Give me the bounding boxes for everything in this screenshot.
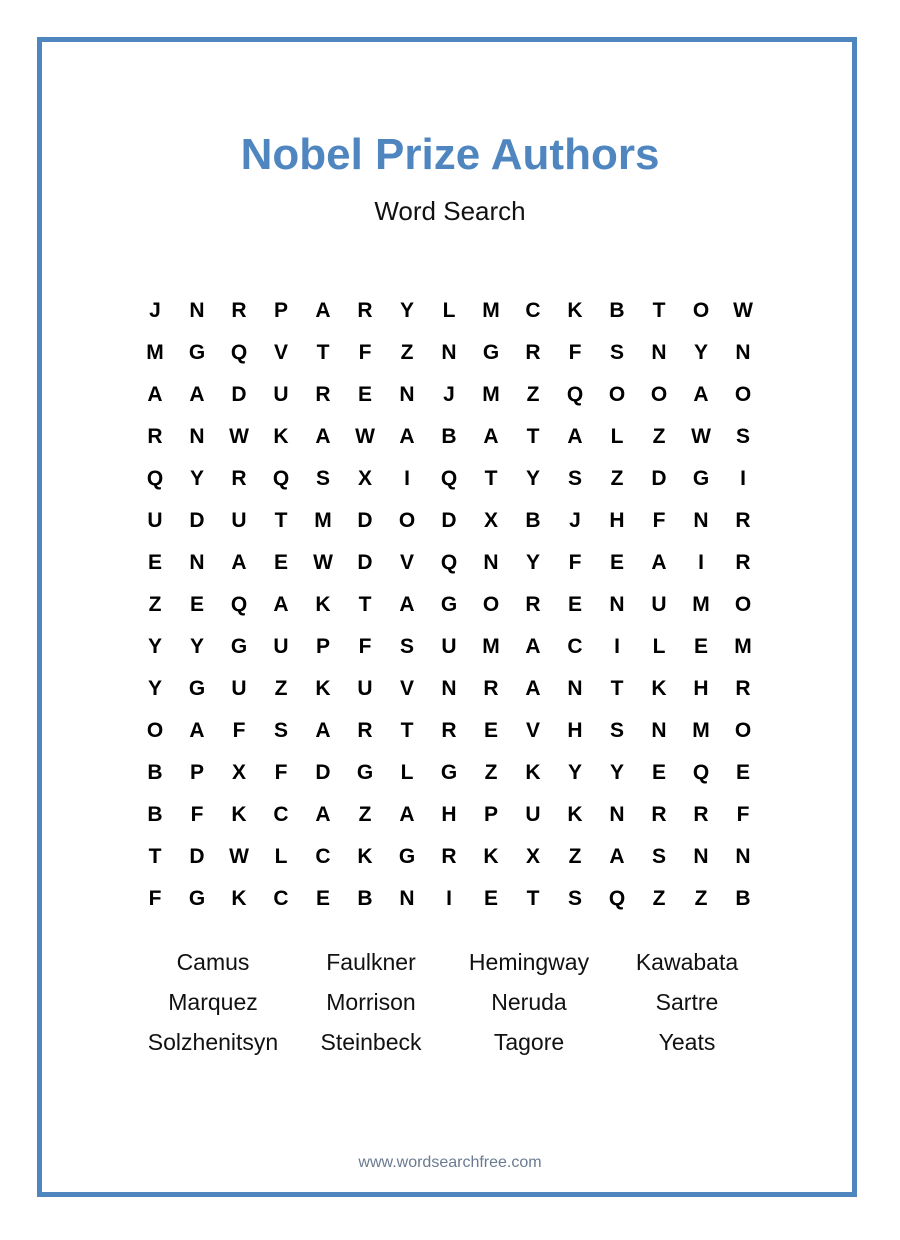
grid-cell[interactable]: F [652, 509, 666, 532]
grid-cell[interactable]: G [356, 761, 374, 784]
grid-row [134, 332, 764, 374]
grid-cell[interactable]: K [315, 677, 331, 700]
grid-cell[interactable]: D [651, 467, 667, 490]
grid-cell[interactable]: N [441, 677, 457, 700]
grid-row [134, 500, 764, 542]
grid-cell[interactable]: G [692, 467, 710, 490]
page-title: Nobel Prize Authors [240, 130, 660, 179]
grid-cell[interactable]: V [273, 341, 288, 364]
grid-cell[interactable]: X [525, 845, 540, 868]
grid-cell[interactable]: K [357, 845, 373, 868]
grid-cell[interactable]: Q [566, 383, 584, 406]
grid-cell[interactable]: F [568, 341, 582, 364]
grid-cell[interactable]: I [614, 635, 620, 658]
grid-cell[interactable]: Y [567, 761, 582, 784]
grid-cell[interactable]: P [273, 299, 288, 322]
footer-url: www.wordsearchfree.com [358, 1154, 542, 1171]
grid-cell[interactable]: W [691, 425, 711, 448]
grid-cell[interactable]: R [441, 845, 457, 868]
grid-cell[interactable]: G [482, 341, 500, 364]
grid-cell[interactable]: A [567, 425, 583, 448]
grid-cell[interactable]: T [610, 677, 624, 700]
grid-cell[interactable]: V [399, 677, 414, 700]
grid-cell[interactable]: D [441, 509, 457, 532]
grid-cell[interactable]: G [440, 593, 458, 616]
grid-cell[interactable]: Q [692, 761, 710, 784]
grid-cell[interactable]: Q [272, 467, 290, 490]
grid-cell[interactable]: D [357, 551, 373, 574]
grid-cell[interactable]: E [609, 551, 624, 574]
word-list-item: Morrison [326, 989, 416, 1015]
grid-cell[interactable]: R [693, 803, 709, 826]
grid-cell[interactable]: Y [147, 635, 162, 658]
letter-grid [134, 290, 764, 920]
grid-row [134, 794, 764, 836]
grid-cell[interactable]: N [189, 551, 205, 574]
word-list-item: Faulkner [326, 949, 416, 975]
grid-cell[interactable]: U [357, 677, 373, 700]
grid-cell[interactable]: O [650, 383, 668, 406]
grid-cell[interactable]: U [525, 803, 541, 826]
grid-cell[interactable]: E [693, 635, 708, 658]
grid-cell[interactable]: B [147, 803, 163, 826]
grid-cell[interactable]: U [231, 509, 247, 532]
grid-cell[interactable]: O [608, 383, 626, 406]
grid-cell[interactable]: R [315, 383, 331, 406]
grid-cell[interactable]: G [230, 635, 248, 658]
grid-cell[interactable]: M [482, 635, 500, 658]
grid-cell[interactable]: M [734, 635, 752, 658]
grid-cell[interactable]: Y [189, 635, 204, 658]
grid-cell[interactable]: Y [693, 341, 708, 364]
grid-cell[interactable]: U [273, 635, 289, 658]
grid-cell[interactable]: K [231, 887, 247, 910]
grid-cell[interactable]: Z [274, 677, 288, 700]
grid-cell[interactable]: N [693, 845, 709, 868]
grid-cell[interactable]: T [652, 299, 666, 322]
grid-cell[interactable]: Z [694, 887, 708, 910]
grid-cell[interactable]: V [399, 551, 414, 574]
grid-cell[interactable]: I [698, 551, 704, 574]
grid-cell[interactable]: K [315, 593, 331, 616]
grid-cell[interactable]: C [525, 299, 541, 322]
grid-cell[interactable]: N [189, 425, 205, 448]
grid-cell[interactable]: A [231, 551, 247, 574]
grid-cell[interactable]: U [231, 677, 247, 700]
grid-cell[interactable]: S [315, 467, 330, 490]
grid-cell[interactable]: U [273, 383, 289, 406]
grid-cell[interactable]: L [652, 635, 666, 658]
grid-cell[interactable]: Z [652, 425, 666, 448]
grid-cell[interactable]: S [399, 635, 414, 658]
grid-cell[interactable]: T [526, 425, 540, 448]
grid-cell[interactable]: W [313, 551, 333, 574]
grid-cell[interactable]: S [567, 887, 582, 910]
grid-cell[interactable]: E [315, 887, 330, 910]
grid-cell[interactable]: L [610, 425, 624, 448]
grid-cell[interactable]: N [483, 551, 499, 574]
grid-cell[interactable]: O [734, 593, 752, 616]
grid-cell[interactable]: A [315, 425, 331, 448]
word-list-item: Camus [176, 949, 250, 975]
grid-cell[interactable]: J [569, 509, 581, 532]
grid-cell[interactable]: A [483, 425, 499, 448]
grid-cell[interactable]: Z [148, 593, 162, 616]
grid-cell[interactable]: A [315, 803, 331, 826]
grid-cell[interactable]: L [274, 845, 288, 868]
grid-cell[interactable]: N [189, 299, 205, 322]
grid-cell[interactable]: S [273, 719, 288, 742]
grid-cell[interactable]: A [525, 635, 541, 658]
grid-cell[interactable]: Y [189, 467, 204, 490]
grid-cell[interactable]: Z [358, 803, 372, 826]
grid-cell[interactable]: A [651, 551, 667, 574]
grid-cell[interactable]: A [693, 383, 709, 406]
grid-cell[interactable]: G [188, 887, 206, 910]
word-list-item: Marquez [168, 989, 258, 1015]
grid-cell[interactable]: M [482, 383, 500, 406]
grid-cell[interactable]: M [314, 509, 332, 532]
grid-row [134, 416, 764, 458]
grid-cell[interactable]: T [400, 719, 414, 742]
grid-cell[interactable]: L [442, 299, 456, 322]
grid-cell[interactable]: D [189, 509, 205, 532]
word-list-item: Solzhenitsyn [147, 1029, 279, 1055]
grid-row [134, 542, 764, 584]
grid-cell[interactable]: R [651, 803, 667, 826]
grid-cell[interactable]: B [609, 299, 625, 322]
grid-cell[interactable]: M [482, 299, 500, 322]
grid-cell[interactable]: F [190, 803, 204, 826]
grid-cell[interactable]: B [525, 509, 541, 532]
grid-cell[interactable]: H [567, 719, 583, 742]
grid-cell[interactable]: F [358, 341, 372, 364]
page-subtitle: Word Search [374, 196, 526, 226]
grid-cell[interactable]: Z [652, 887, 666, 910]
grid-cell[interactable]: S [567, 467, 582, 490]
grid-cell[interactable]: T [316, 341, 330, 364]
grid-cell[interactable]: V [525, 719, 540, 742]
grid-cell[interactable]: R [357, 299, 373, 322]
grid-cell[interactable]: U [441, 635, 457, 658]
grid-cell[interactable]: F [148, 887, 162, 910]
grid-cell[interactable]: E [357, 383, 372, 406]
grid-cell[interactable]: M [146, 341, 164, 364]
grid-cell[interactable]: N [651, 719, 667, 742]
grid-cell[interactable]: M [692, 593, 710, 616]
grid-cell[interactable]: R [231, 299, 247, 322]
grid-cell[interactable]: G [188, 341, 206, 364]
grid-cell[interactable]: I [740, 467, 746, 490]
grid-cell[interactable]: E [189, 593, 204, 616]
grid-cell[interactable]: N [399, 887, 415, 910]
grid-cell[interactable]: B [735, 887, 751, 910]
grid-cell[interactable]: L [400, 761, 414, 784]
grid-cell[interactable]: K [567, 299, 583, 322]
grid-cell[interactable]: O [734, 383, 752, 406]
grid-cell[interactable]: H [693, 677, 709, 700]
grid-cell[interactable]: Y [525, 551, 540, 574]
grid-cell[interactable]: R [525, 341, 541, 364]
grid-cell[interactable]: Q [440, 467, 458, 490]
grid-cell[interactable]: R [441, 719, 457, 742]
grid-cell[interactable]: K [483, 845, 499, 868]
grid-cell[interactable]: A [609, 845, 625, 868]
grid-cell[interactable]: U [147, 509, 163, 532]
grid-cell[interactable]: C [273, 803, 289, 826]
grid-cell[interactable]: F [232, 719, 246, 742]
grid-cell[interactable]: A [315, 299, 331, 322]
grid-cell[interactable]: E [483, 887, 498, 910]
grid-cell[interactable]: E [567, 593, 582, 616]
grid-cell[interactable]: R [735, 551, 751, 574]
grid-cell[interactable]: T [148, 845, 162, 868]
grid-cell[interactable]: T [358, 593, 372, 616]
grid-cell[interactable]: J [443, 383, 455, 406]
grid-cell[interactable]: F [568, 551, 582, 574]
grid-cell[interactable]: N [651, 341, 667, 364]
grid-cell[interactable]: N [441, 341, 457, 364]
grid-cell[interactable]: K [651, 677, 667, 700]
grid-cell[interactable]: T [274, 509, 288, 532]
grid-cell[interactable]: P [189, 761, 204, 784]
grid-cell[interactable]: E [273, 551, 288, 574]
grid-cell[interactable]: H [609, 509, 625, 532]
grid-cell[interactable]: X [357, 467, 372, 490]
grid-cell[interactable]: A [399, 593, 415, 616]
grid-cell[interactable]: Y [147, 677, 162, 700]
grid-cell[interactable]: Y [525, 467, 540, 490]
grid-cell[interactable]: C [567, 635, 583, 658]
grid-cell[interactable]: A [273, 593, 289, 616]
grid-cell[interactable]: M [692, 719, 710, 742]
grid-row [134, 584, 764, 626]
grid-cell[interactable]: E [735, 761, 750, 784]
grid-cell[interactable]: X [483, 509, 498, 532]
grid-cell[interactable]: G [188, 677, 206, 700]
grid-cell[interactable]: K [231, 803, 247, 826]
grid-cell[interactable]: Q [440, 551, 458, 574]
grid-cell[interactable]: R [147, 425, 163, 448]
grid-cell[interactable]: W [355, 425, 375, 448]
grid-cell[interactable]: Q [608, 887, 626, 910]
grid-cell[interactable]: N [609, 803, 625, 826]
grid-cell[interactable]: U [651, 593, 667, 616]
grid-cell[interactable]: O [398, 509, 416, 532]
grid-cell[interactable]: R [735, 677, 751, 700]
grid-cell[interactable]: Q [146, 467, 164, 490]
grid-cell[interactable]: F [274, 761, 288, 784]
grid-cell[interactable]: N [693, 509, 709, 532]
grid-cell[interactable]: Z [484, 761, 498, 784]
grid-cell[interactable]: K [525, 761, 541, 784]
word-list-item: Sartre [655, 989, 719, 1015]
word-list-item: Yeats [658, 1029, 716, 1055]
grid-cell[interactable]: N [735, 845, 751, 868]
grid-row [134, 878, 764, 920]
grid-cell[interactable]: A [147, 383, 163, 406]
grid-cell[interactable]: N [567, 677, 583, 700]
grid-cell[interactable]: O [146, 719, 164, 742]
grid-cell[interactable]: P [315, 635, 330, 658]
grid-cell[interactable]: O [734, 719, 752, 742]
grid-row [134, 290, 764, 332]
word-list [134, 942, 764, 1062]
grid-cell[interactable]: Q [230, 341, 248, 364]
grid-cell[interactable]: Z [610, 467, 624, 490]
grid-cell[interactable]: O [482, 593, 500, 616]
grid-cell[interactable]: W [733, 299, 753, 322]
grid-cell[interactable]: A [399, 425, 415, 448]
grid-cell[interactable]: R [525, 593, 541, 616]
grid-cell[interactable]: G [440, 761, 458, 784]
grid-cell[interactable]: N [609, 593, 625, 616]
grid-cell[interactable]: I [404, 467, 410, 490]
grid-row [134, 710, 764, 752]
grid-cell[interactable]: Y [609, 761, 624, 784]
grid-cell[interactable]: K [567, 803, 583, 826]
grid-cell[interactable]: R [735, 509, 751, 532]
grid-cell[interactable]: Z [400, 341, 414, 364]
grid-cell[interactable]: B [147, 761, 163, 784]
grid-row [134, 752, 764, 794]
grid-cell[interactable]: E [483, 719, 498, 742]
grid-cell[interactable]: S [609, 719, 624, 742]
grid-cell[interactable]: S [609, 341, 624, 364]
grid-cell[interactable]: C [273, 887, 289, 910]
grid-row [134, 458, 764, 500]
grid-cell[interactable]: N [735, 341, 751, 364]
grid-cell[interactable]: A [399, 803, 415, 826]
grid-cell[interactable]: A [189, 719, 205, 742]
grid-cell[interactable]: A [315, 719, 331, 742]
grid-cell[interactable]: J [149, 299, 161, 322]
grid-cell[interactable]: S [651, 845, 666, 868]
grid-cell[interactable]: D [357, 509, 373, 532]
grid-cell[interactable]: Z [568, 845, 582, 868]
grid-cell[interactable]: A [189, 383, 205, 406]
grid-cell[interactable]: S [735, 425, 750, 448]
grid-cell[interactable]: A [525, 677, 541, 700]
grid-row [134, 836, 764, 878]
word-list-item: Hemingway [468, 949, 590, 975]
grid-cell[interactable]: Q [230, 593, 248, 616]
grid-cell[interactable]: B [441, 425, 457, 448]
grid-cell[interactable]: X [231, 761, 246, 784]
grid-cell[interactable]: D [315, 761, 331, 784]
grid-cell[interactable]: W [229, 845, 249, 868]
grid-cell[interactable]: F [736, 803, 750, 826]
grid-cell[interactable]: R [483, 677, 499, 700]
grid-cell[interactable]: R [231, 467, 247, 490]
grid-cell[interactable]: W [229, 425, 249, 448]
grid-cell[interactable]: E [147, 551, 162, 574]
grid-cell[interactable]: Z [526, 383, 540, 406]
grid-cell[interactable]: H [441, 803, 457, 826]
grid-cell[interactable]: P [483, 803, 498, 826]
grid-cell[interactable]: E [651, 761, 666, 784]
grid-cell[interactable]: D [189, 845, 205, 868]
word-list-item: Tagore [493, 1029, 565, 1055]
grid-cell[interactable]: F [358, 635, 372, 658]
grid-cell[interactable]: T [484, 467, 498, 490]
word-list-item: Neruda [491, 989, 567, 1015]
word-list-item: Kawabata [635, 949, 739, 975]
grid-cell[interactable]: N [399, 383, 415, 406]
grid-cell[interactable]: Y [399, 299, 414, 322]
word-list-item: Steinbeck [320, 1029, 422, 1055]
grid-row [134, 626, 764, 668]
grid-cell[interactable]: I [446, 887, 452, 910]
grid-cell[interactable]: O [692, 299, 710, 322]
grid-row [134, 374, 764, 416]
grid-cell[interactable]: G [398, 845, 416, 868]
grid-cell[interactable]: K [273, 425, 289, 448]
grid-row [134, 668, 764, 710]
grid-cell[interactable]: T [526, 887, 540, 910]
grid-cell[interactable]: D [231, 383, 247, 406]
grid-cell[interactable]: C [315, 845, 331, 868]
grid-cell[interactable]: B [357, 887, 373, 910]
grid-cell[interactable]: R [357, 719, 373, 742]
